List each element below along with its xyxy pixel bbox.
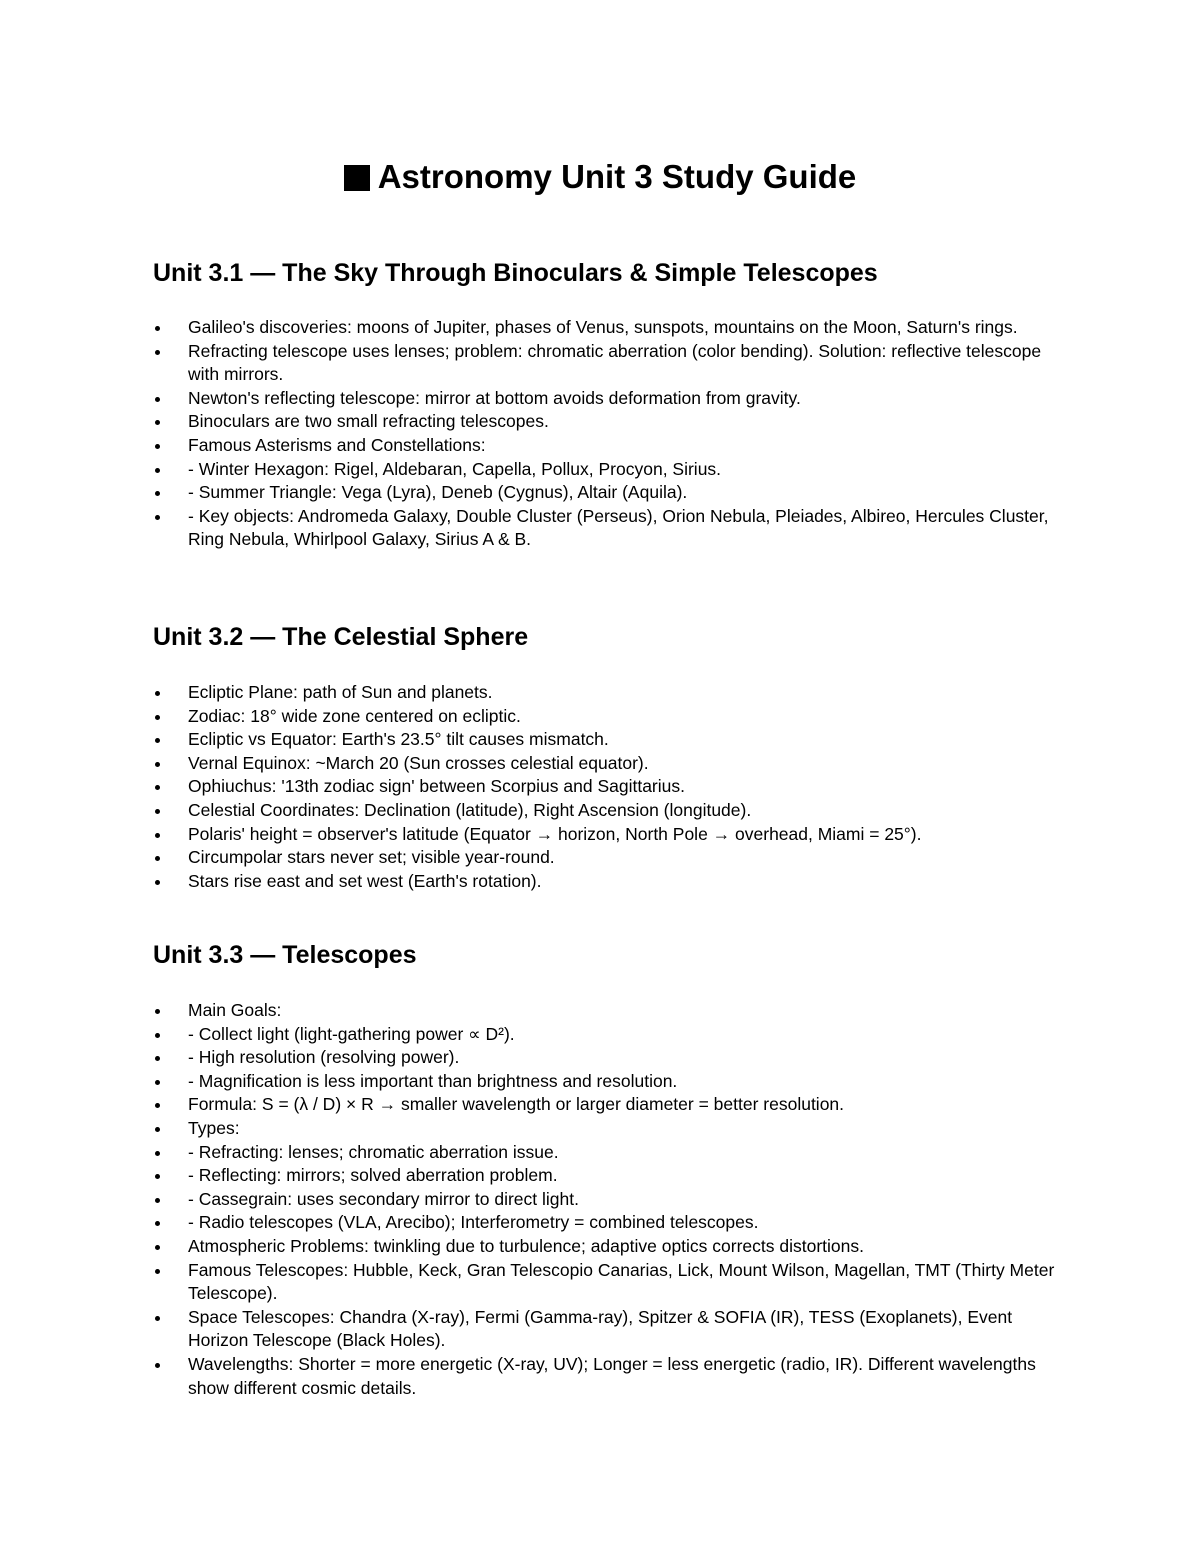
bullet-icon [155, 1269, 160, 1274]
section-unit-3-2 [153, 620, 1073, 893]
list-item-text: Wavelengths: Shorter = more energetic (X-ray, UV); Longer = less energetic (radio, IR). Different wavelengths show different cosmic details. [188, 1353, 1036, 1398]
bullet-icon [155, 491, 160, 496]
list-item-text: - Winter Hexagon: Rigel, Aldebaran, Capella, Pollux, Procyon, Sirius. [188, 458, 722, 479]
list-item [153, 1070, 1073, 1094]
bullet-icon [155, 326, 160, 331]
list-item [153, 1259, 1073, 1306]
bullet-icon [155, 1221, 160, 1226]
bullet-list [153, 316, 1073, 552]
list-item-text: Ophiuchus: '13th zodiac sign' between Scorpius and Sagittarius. [188, 776, 685, 797]
black-square-icon [344, 165, 370, 191]
list-item [153, 823, 1073, 847]
list-item-text: - High resolution (resolving power). [188, 1047, 460, 1068]
section-heading: Unit 3.2 — The Celestial Sphere [153, 623, 529, 651]
bullet-icon [155, 809, 160, 814]
list-item [153, 775, 1073, 799]
bullet-list [153, 681, 1073, 893]
list-item [153, 870, 1073, 894]
list-item-text: Formula: S = (λ / D) × R → smaller wavelength or larger diameter = better resolution. [188, 1094, 845, 1115]
list-item-text: Main Goals: [188, 1000, 282, 1020]
list-item [153, 1211, 1073, 1235]
bullet-icon [155, 880, 160, 885]
list-item-text: Celestial Coordinates: Declination (latitude), Right Ascension (longitude). [188, 799, 752, 820]
list-item [153, 1117, 1073, 1141]
list-item-text: Famous Telescopes: Hubble, Keck, Gran Telescopio Canarias, Lick, Mount Wilson, Magellan, TMT (Thirty Meter Telescope). [188, 1259, 1055, 1304]
list-item [153, 1164, 1073, 1188]
bullet-icon [155, 762, 160, 767]
section-heading: Unit 3.1 — The Sky Through Binoculars & Simple Telescopes [153, 259, 878, 287]
list-item [153, 1306, 1073, 1353]
list-item [153, 1046, 1073, 1070]
section-heading: Unit 3.3 — Telescopes [153, 941, 417, 969]
bullet-icon [155, 515, 160, 520]
bullet-icon [155, 785, 160, 790]
list-item-text: - Cassegrain: uses secondary mirror to direct light. [188, 1188, 579, 1209]
list-item-text: - Key objects: Andromeda Galaxy, Double Cluster (Perseus), Orion Nebula, Pleiades, Albireo, Hercules Cluster, Ring Nebula, Whirlpool Galaxy, Sirius A & B. [188, 505, 1049, 550]
page-title [0, 155, 1200, 199]
bullet-icon [155, 397, 160, 402]
bullet-icon [155, 444, 160, 449]
bullet-icon [155, 1056, 160, 1061]
list-item [153, 728, 1073, 752]
list-item [153, 481, 1073, 505]
list-item [153, 434, 1073, 458]
list-item [153, 999, 1073, 1023]
list-item [153, 1141, 1073, 1165]
list-item [153, 705, 1073, 729]
bullet-icon [155, 738, 160, 743]
bullet-icon [155, 420, 160, 425]
bullet-icon [155, 1174, 160, 1179]
list-item-text: Zodiac: 18° wide zone centered on ecliptic. [188, 705, 521, 726]
list-item [153, 316, 1073, 340]
list-item [153, 505, 1073, 552]
list-item-text: Ecliptic vs Equator: Earth's 23.5° tilt causes mismatch. [188, 729, 609, 750]
bullet-icon [155, 1151, 160, 1156]
bullet-icon [155, 691, 160, 696]
bullet-icon [155, 1103, 160, 1108]
bullet-icon [155, 1009, 160, 1014]
list-item [153, 387, 1073, 411]
list-item [153, 1353, 1073, 1400]
list-item-text: Vernal Equinox: ~March 20 (Sun crosses celestial equator). [188, 752, 649, 773]
list-item-text: - Refracting: lenses; chromatic aberration issue. [188, 1141, 559, 1162]
list-item-text: - Summer Triangle: Vega (Lyra), Deneb (Cygnus), Altair (Aquila). [188, 482, 688, 503]
list-item-text: - Reflecting: mirrors; solved aberration problem. [188, 1165, 558, 1186]
bullet-icon [155, 856, 160, 861]
list-item [153, 340, 1073, 387]
list-item [153, 1235, 1073, 1259]
list-item [153, 799, 1073, 823]
list-item-text: Famous Asterisms and Constellations: [188, 434, 486, 455]
list-item [153, 1093, 1073, 1117]
bullet-icon [155, 350, 160, 355]
section-unit-3-3 [153, 938, 1073, 1400]
bullet-list [153, 999, 1073, 1400]
list-item [153, 681, 1073, 705]
list-item-text: - Magnification is less important than brightness and resolution. [188, 1070, 678, 1091]
bullet-icon [155, 1363, 160, 1368]
list-item-text: - Collect light (light-gathering power ∝ D²). [188, 1023, 515, 1044]
list-item [153, 1188, 1073, 1212]
list-item-text: Galileo's discoveries: moons of Jupiter, phases of Venus, sunspots, mountains on the Moon, Saturn's rings. [188, 317, 1018, 337]
list-item-text: Stars rise east and set west (Earth's rotation). [188, 870, 542, 891]
list-item-text: Circumpolar stars never set; visible year-round. [188, 847, 555, 868]
list-item-text: Binoculars are two small refracting telescopes. [188, 411, 549, 432]
list-item-text: Refracting telescope uses lenses; problem: chromatic aberration (color bending). Solution: reflective telescope with mirrors. [188, 340, 1042, 385]
list-item-text: Newton's reflecting telescope: mirror at bottom avoids deformation from gravity. [188, 387, 801, 408]
list-item [153, 458, 1073, 482]
page-title-text: Astronomy Unit 3 Study Guide [377, 158, 857, 195]
bullet-icon [155, 1316, 160, 1321]
section-unit-3-1 [153, 256, 1073, 552]
list-item-text: Types: [188, 1117, 240, 1138]
list-item-text: - Radio telescopes (VLA, Arecibo); Interferometry = combined telescopes. [188, 1212, 759, 1233]
list-item-text: Atmospheric Problems: twinkling due to turbulence; adaptive optics corrects distortions. [188, 1235, 865, 1256]
bullet-icon [155, 468, 160, 473]
list-item [153, 846, 1073, 870]
list-item [153, 752, 1073, 776]
list-item [153, 410, 1073, 434]
bullet-icon [155, 1198, 160, 1203]
list-item-text: Ecliptic Plane: path of Sun and planets. [188, 682, 493, 702]
list-item-text: Polaris' height = observer's latitude (Equator → horizon, North Pole → overhead, Miami = 25°). [188, 823, 922, 844]
bullet-icon [155, 1080, 160, 1085]
list-item-text: Space Telescopes: Chandra (X-ray), Fermi (Gamma-ray), Spitzer & SOFIA (IR), TESS (Exoplanets), Event Horizon Telescope (Black Holes). [188, 1306, 1013, 1351]
bullet-icon [155, 1127, 160, 1132]
list-item [153, 1023, 1073, 1047]
bullet-icon [155, 833, 160, 838]
bullet-icon [155, 1245, 160, 1250]
bullet-icon [155, 715, 160, 720]
bullet-icon [155, 1033, 160, 1038]
